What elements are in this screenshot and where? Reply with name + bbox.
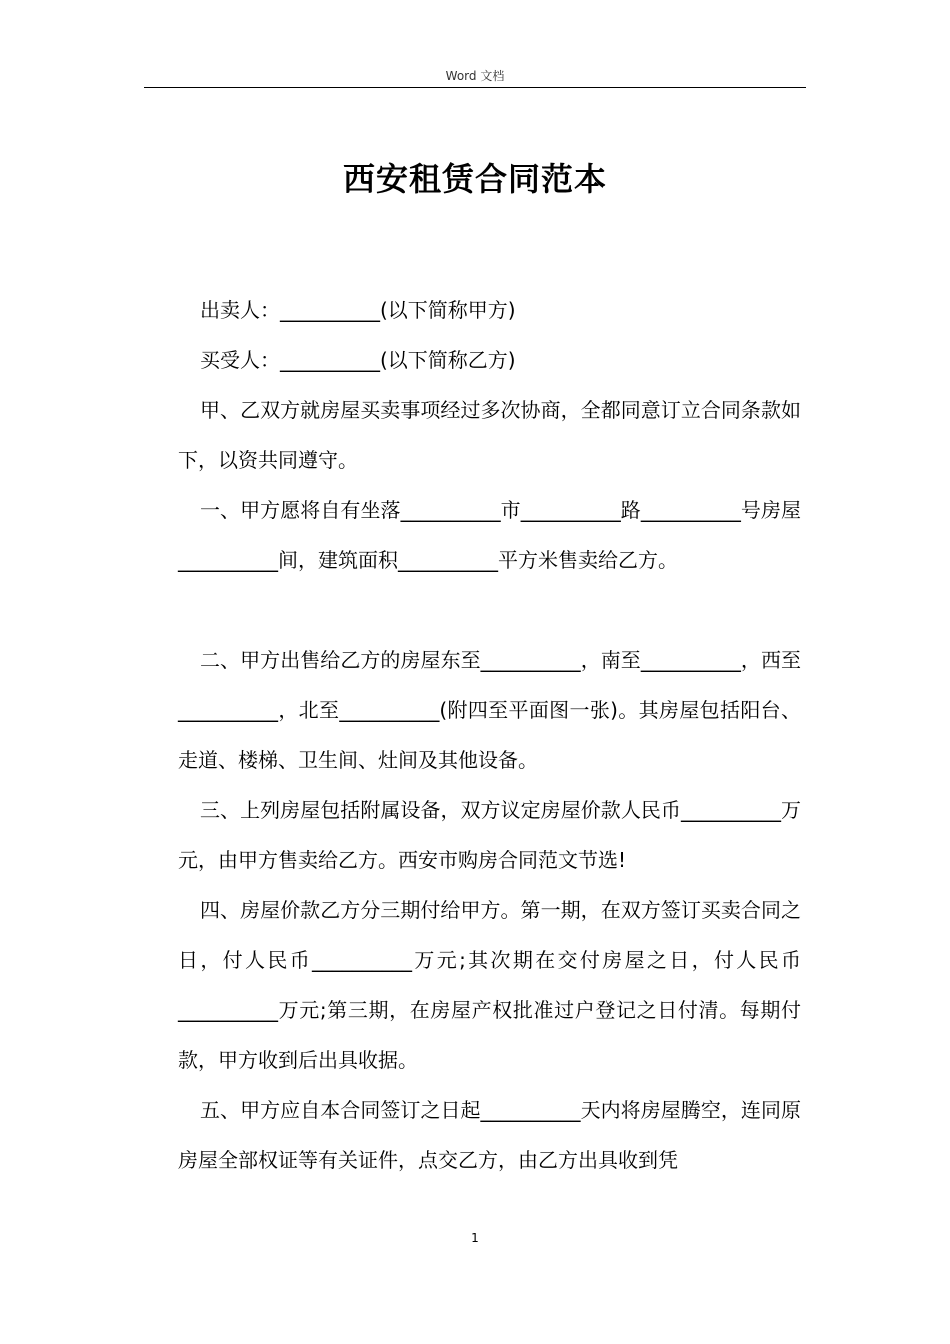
preamble-paragraph: 甲、乙双方就房屋买卖事项经过多次协商，全都同意订立合同条款如下，以资共同遵守。 bbox=[178, 398, 801, 472]
clause-1-paragraph: 一、甲方愿将自有坐落__________市__________路__________号房屋__________间，建筑面积__________平方米售卖给乙方。 bbox=[178, 498, 801, 572]
header-divider bbox=[144, 87, 806, 88]
seller-line: 出卖人：__________(以下简称甲方) bbox=[200, 298, 516, 322]
page-header-label: Word 文档 bbox=[445, 69, 505, 83]
page-number: 1 bbox=[471, 1231, 479, 1245]
document-title: 西安租赁合同范本 bbox=[342, 160, 607, 198]
clause-3-paragraph: 三、上列房屋包括附属设备，双方议定房屋价款人民币__________万元，由甲方售卖给乙方。西安市购房合同范文节选! bbox=[178, 798, 801, 872]
clause-2-paragraph: 二、甲方出售给乙方的房屋东至__________，南至__________，西至__________，北至__________(附四至平面图一张)。其房屋包括阳台、走道、楼梯、卫生间、灶间及其他设备。 bbox=[178, 648, 801, 772]
buyer-line: 买受人：__________(以下简称乙方) bbox=[200, 348, 516, 372]
document-body bbox=[178, 285, 801, 1185]
clause-4-paragraph: 四、房屋价款乙方分三期付给甲方。第一期，在双方签订买卖合同之日，付人民币__________万元;其次期在交付房屋之日，付人民币__________万元;第三期，在房屋产权批准过户登记之日付清。每期付款，甲方收到后出具收据。 bbox=[178, 898, 801, 1072]
clause-5-paragraph: 五、甲方应自本合同签订之日起__________天内将房屋腾空，连同原房屋全部权证等有关证件，点交乙方，由乙方出具收到凭 bbox=[178, 1098, 801, 1172]
